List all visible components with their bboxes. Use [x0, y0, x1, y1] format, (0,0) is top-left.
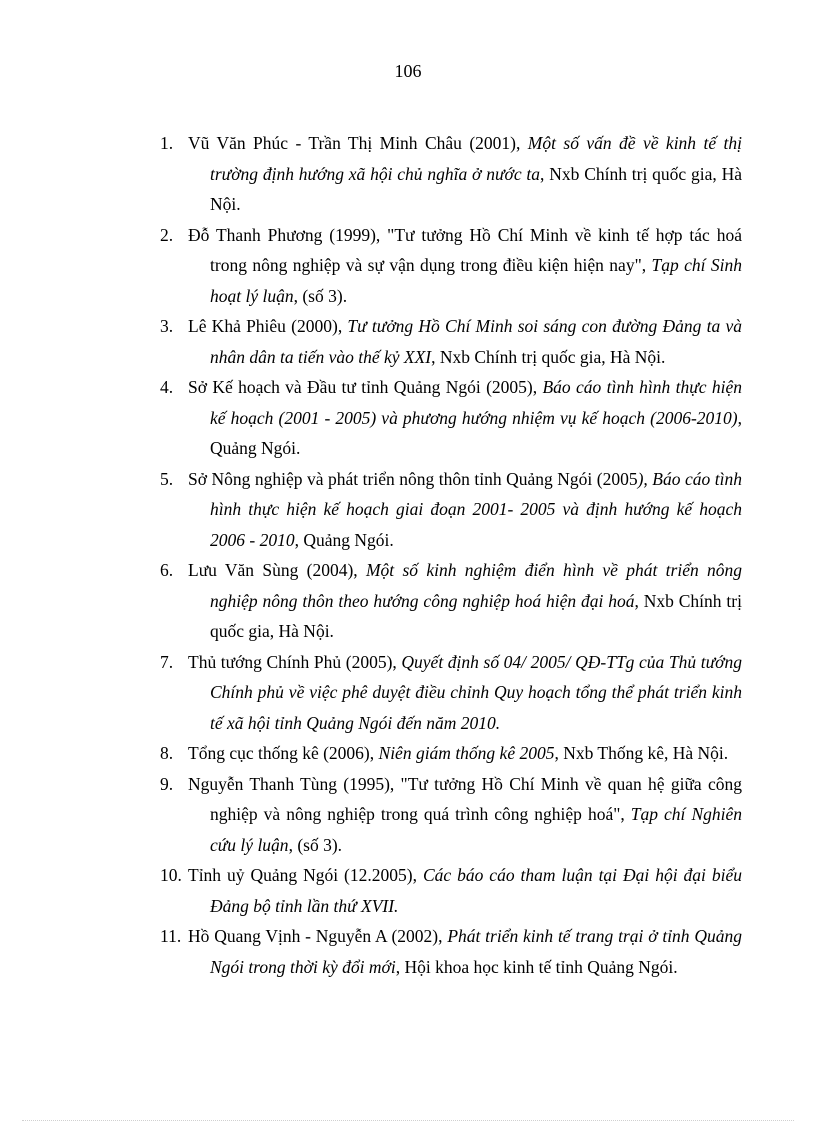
reference-publisher: , Nxb Chính trị quốc gia, Hà Nội. — [431, 346, 666, 367]
reference-number: 1. — [160, 133, 174, 153]
reference-title: Một số vấn đề về kinh tế thị trường định hướng xã hội chủ nghĩa ở nước ta — [210, 133, 742, 184]
reference-publisher: , Quảng Ngói. — [210, 407, 742, 458]
reference-number: 6. — [160, 560, 174, 580]
reference-author-year: Đỗ Thanh Phương (1999), "Tư tưởng Hồ Chí Minh về kinh tế hợp tác hoá trong nông nghiệp và sự vận dụng trong điều kiện hiện nay", — [188, 224, 742, 275]
reference-title: Các báo cáo tham luận tại Đại hội đại biểu Đảng bộ tỉnh lần thứ XVII. — [210, 865, 742, 916]
reference-publisher: , Hội khoa học kinh tế tỉnh Quảng Ngói. — [395, 956, 678, 977]
reference-number: 10. — [160, 865, 182, 885]
reference-number: 3. — [160, 316, 174, 336]
reference-item — [132, 555, 742, 647]
reference-item — [132, 921, 742, 982]
reference-author-year: Lưu Văn Sùng (2004), — [188, 560, 366, 580]
reference-publisher: , (số 3). — [293, 285, 348, 306]
page-number: 106 — [394, 61, 422, 81]
reference-publisher: , Nxb Chính trị quốc gia, Hà Nội. — [210, 163, 742, 214]
reference-title: Tạp chí Sinh hoạt lý luận — [210, 255, 742, 306]
reference-title: Niên giám thống kê 2005 — [378, 743, 555, 763]
reference-publisher: , (số 3). — [288, 834, 343, 855]
reference-title: ), Báo cáo tình hình thực hiện kế hoạch giai đoạn 2001- 2005 và định hướng kế hoạch 2006 - 2010 — [210, 468, 742, 550]
reference-item — [132, 769, 742, 861]
reference-title: Quyết định số 04/ 2005/ QĐ-TTg của Thủ tướng Chính phủ về việc phê duyệt điều chỉnh Quy hoạch tổng thể phát triển kinh tế xã hội tỉnh Quảng Ngói đến năm 2010. — [210, 651, 743, 733]
reference-item — [132, 738, 742, 769]
reference-author-year: Sở Nông nghiệp và phát triển nông thôn tỉnh Quảng Ngói (2005 — [188, 468, 638, 489]
reference-item — [132, 220, 742, 312]
reference-title: Tạp chí Nghiên cứu lý luận — [210, 804, 743, 855]
reference-title: Tư tưởng Hồ Chí Minh soi sáng con đường Đảng ta và nhân dân ta tiến vào thế kỷ XXI — [210, 316, 742, 367]
reference-number: 7. — [160, 651, 174, 672]
reference-author-year: Lê Khả Phiêu (2000), — [188, 316, 348, 336]
reference-item — [132, 860, 742, 921]
reference-author-year: Sở Kế hoạch và Đầu tư tỉnh Quảng Ngói (2005), — [188, 377, 543, 397]
reference-item — [132, 128, 742, 220]
reference-number: 5. — [160, 468, 174, 489]
reference-publisher: , Nxb Thống kê, Hà Nội. — [554, 743, 729, 763]
reference-item — [132, 372, 742, 464]
reference-publisher: , Nxb Chính trị quốc gia, Hà Nội. — [210, 590, 742, 641]
page-bottom-rule — [22, 1120, 794, 1121]
reference-number: 8. — [160, 743, 174, 763]
reference-author-year: Nguyễn Thanh Tùng (1995), "Tư tưởng Hồ Chí Minh về quan hệ giữa công nghiệp và nông nghiệp trong quá trình công nghiệp hoá", — [188, 773, 742, 824]
reference-author-year: Vũ Văn Phúc - Trần Thị Minh Châu (2001), — [188, 133, 528, 153]
reference-number: 4. — [160, 377, 174, 397]
reference-item — [132, 647, 742, 739]
reference-author-year: Tỉnh uỷ Quảng Ngói (12.2005), — [188, 865, 423, 885]
reference-number: 9. — [160, 773, 174, 794]
reference-author-year: Hồ Quang Vịnh - Nguyễn A (2002), — [188, 926, 448, 946]
reference-title: Báo cáo tình hình thực hiện kế hoạch (2001 - 2005) và phương hướng nhiệm vụ kế hoạch (2006-2010) — [210, 377, 742, 428]
reference-item — [132, 311, 742, 372]
reference-number: 11. — [160, 926, 182, 946]
reference-item — [132, 464, 742, 556]
reference-title: Phát triển kinh tế trang trại ở tỉnh Quảng Ngói trong thời kỳ đổi mới — [210, 926, 742, 977]
reference-author-year: Thủ tướng Chính Phủ (2005), — [188, 651, 402, 672]
reference-author-year: Tổng cục thống kê (2006), — [188, 743, 379, 763]
reference-publisher: , Quảng Ngói. — [294, 529, 394, 550]
reference-number: 2. — [160, 224, 174, 245]
reference-title: Một số kinh nghiệm điển hình về phát triển nông nghiệp nông thôn theo hướng công nghiệp hoá hiện đại hoá — [210, 560, 743, 611]
reference-list — [132, 128, 742, 982]
